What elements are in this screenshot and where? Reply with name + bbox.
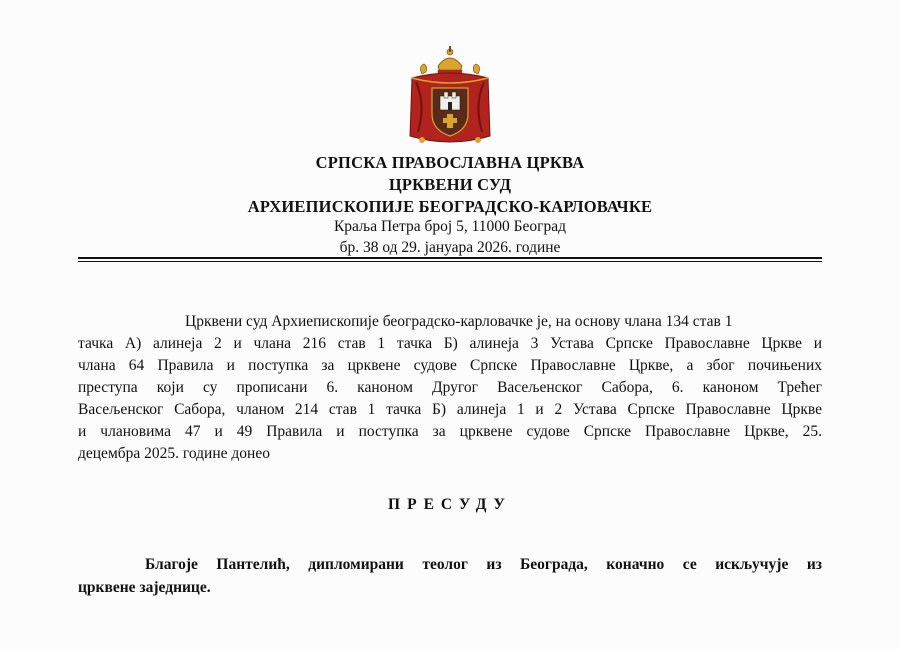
court-name: ЦРКВЕНИ СУД — [388, 175, 512, 194]
preamble-line: тачка А) алинеја 2 и члана 216 став 1 тачка Б) алинеја 3 Устава Српске Православне Цркве и — [78, 335, 822, 352]
preamble-line: преступа који су прописани 6. каноном Другог Васељенског Сабора, 6. каноном Трећег — [78, 379, 822, 396]
address: Краља Петра број 5, 11000 Београд — [333, 218, 567, 235]
reference-number: бр. 38 од 29. јануара 2026. године — [339, 239, 561, 256]
preamble-line: и члановима 47 и 49 Правила и поступка за црквене судове Српске Православне Цркве, 25. — [78, 423, 822, 440]
preamble-line: Црквени суд Архиепископије београдско-карловачке је, на основу члана 134 став 1 — [185, 313, 733, 330]
verdict-line: црквене заједнице. — [78, 579, 211, 596]
header-rule-thick — [78, 257, 822, 259]
header-rule-thin — [78, 261, 822, 262]
coat-of-arms-icon — [402, 44, 498, 154]
archdiocese-name: АРХИЕПИСКОПИЈЕ БЕОГРАДСКО-КАРЛОВАЧКЕ — [247, 197, 653, 216]
verdict-line: Благоје Пантелић, дипломирани теолог из Београда, коначно се искључује из — [145, 556, 822, 573]
preamble-line: Васељенског Сабора, чланом 214 став 1 тачка Б) алинеја 1 и 2 Устава Српске Православне Цркве — [78, 401, 822, 418]
preamble-line: децембра 2025. године донео — [78, 445, 270, 462]
church-name: СРПСКА ПРАВОСЛАВНА ЦРКВА — [315, 153, 585, 172]
preamble-line: члана 64 Правила и поступка за црквене судове Српске Православне Цркве, а због почињених — [78, 357, 822, 374]
verdict-title: ПРЕСУДУ — [388, 496, 512, 513]
